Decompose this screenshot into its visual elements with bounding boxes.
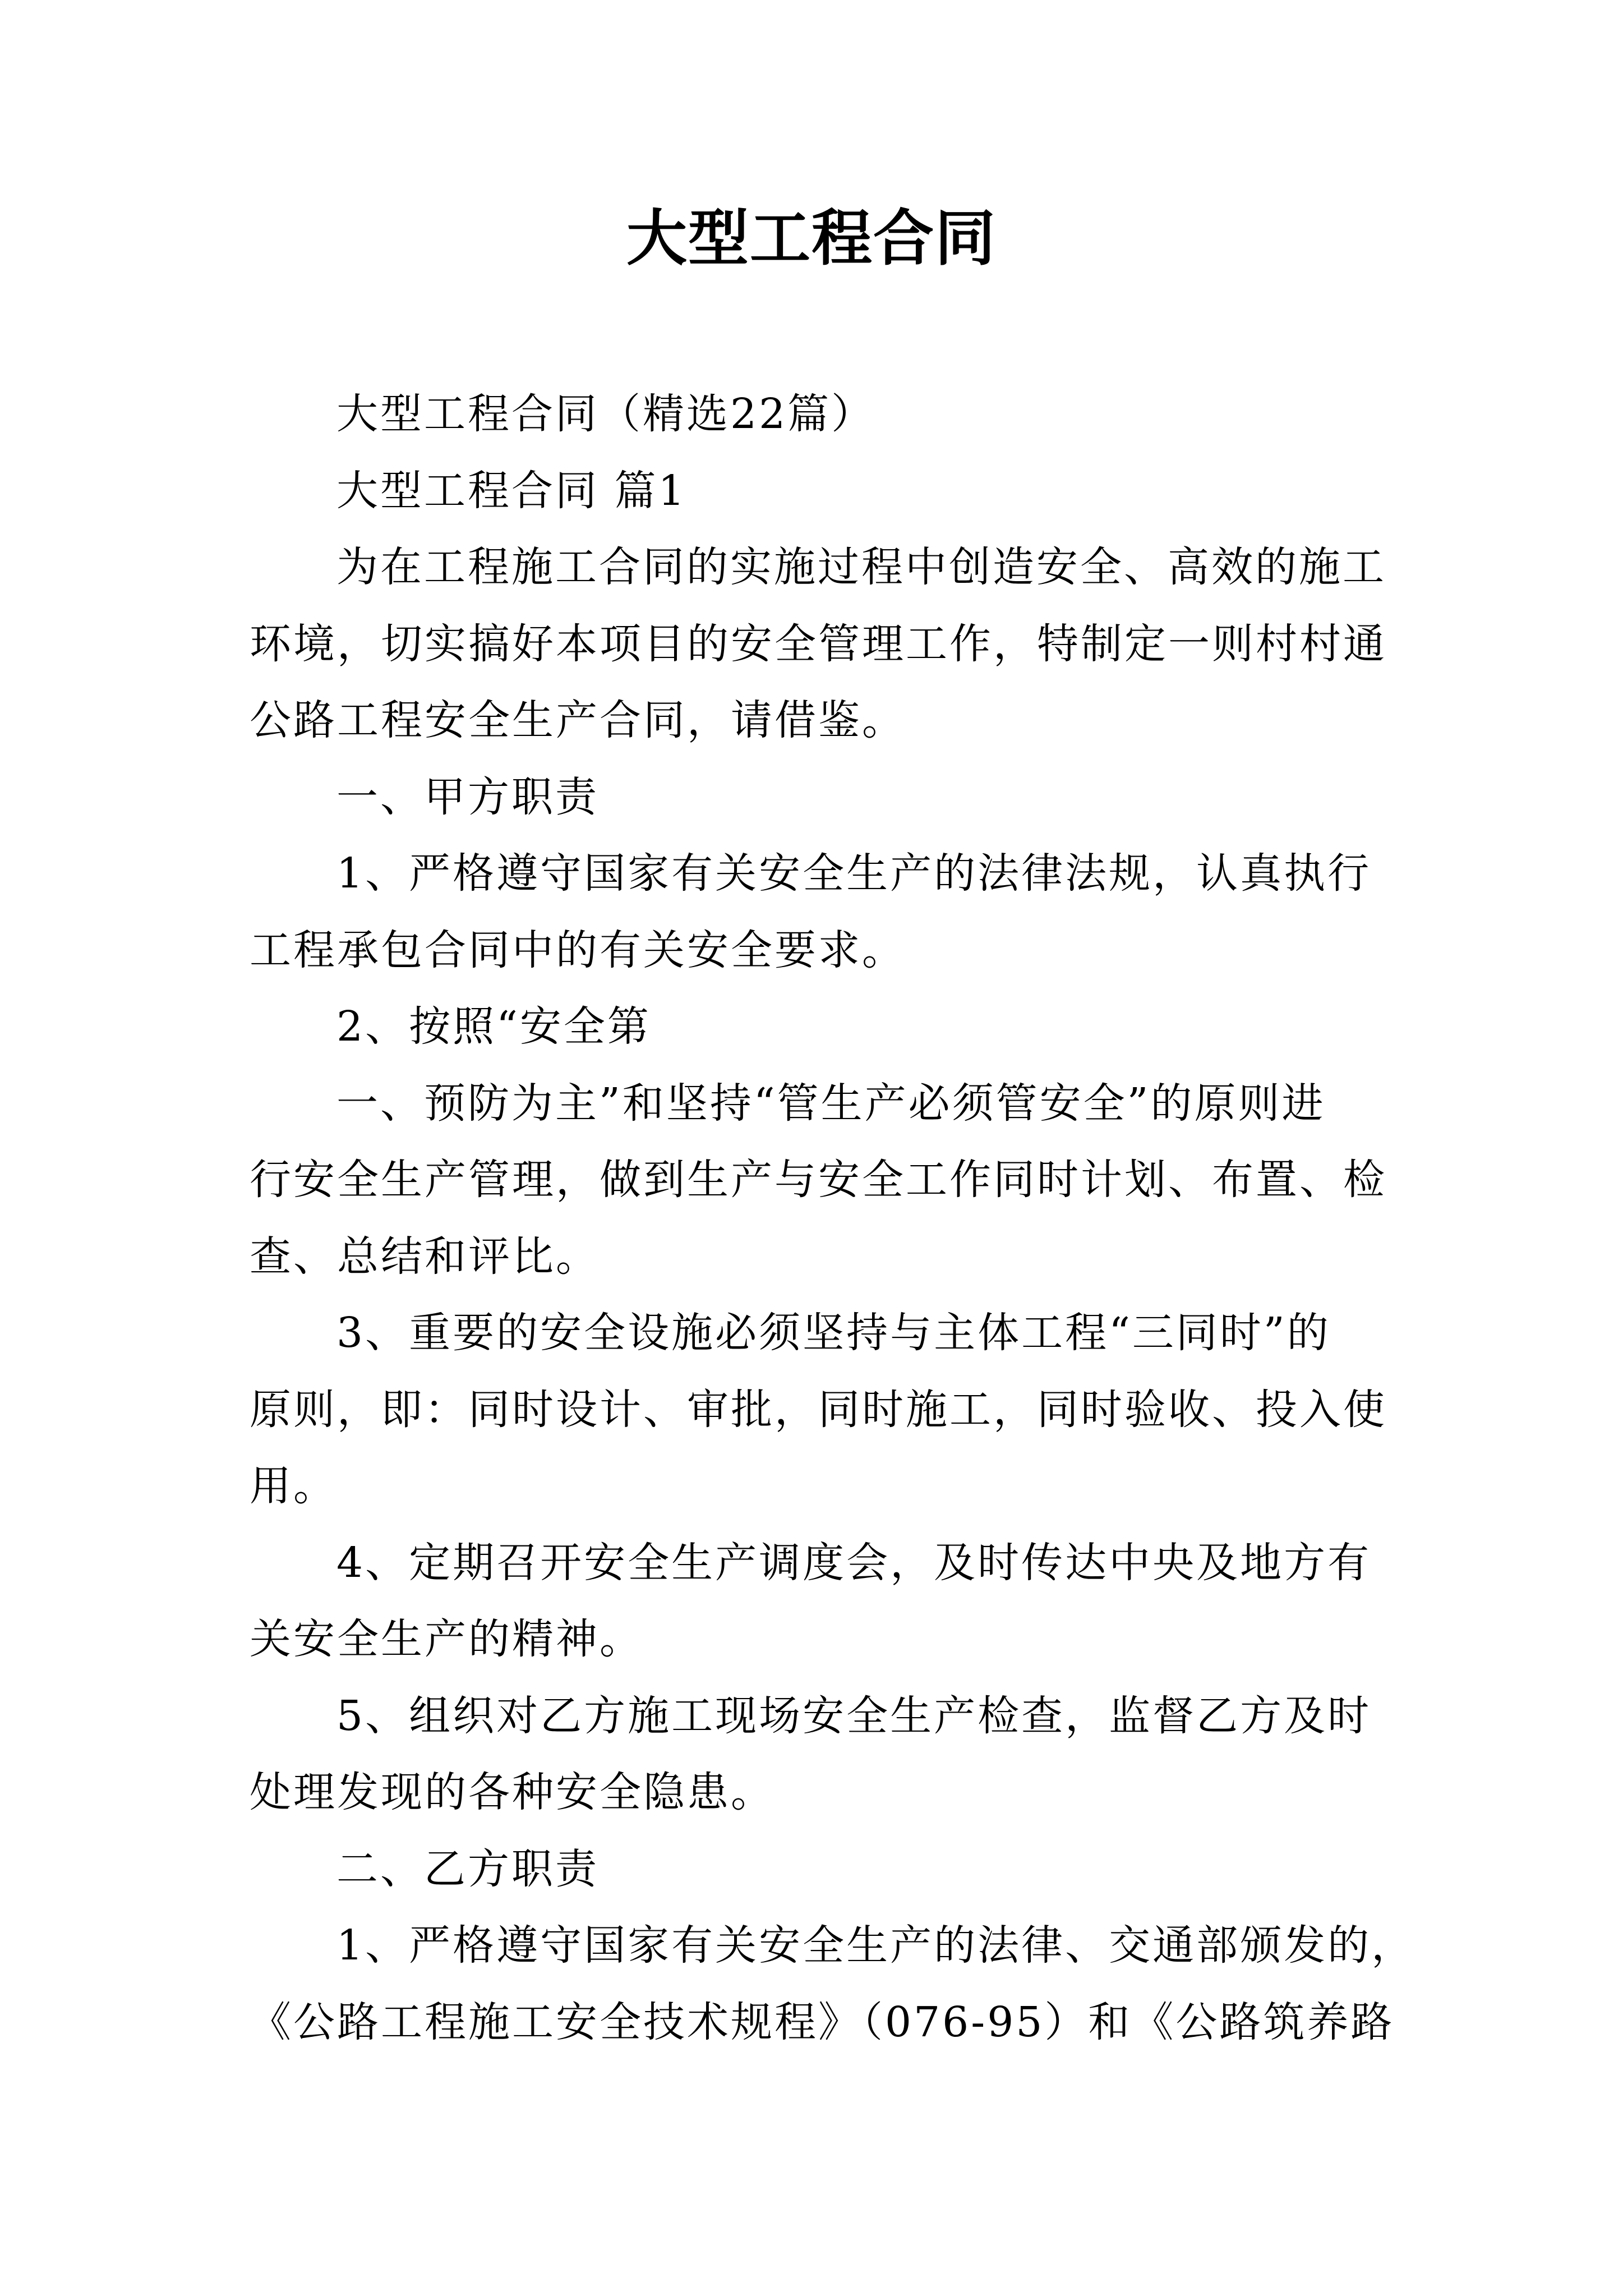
text-line: 2、按照“安全第 <box>336 1002 651 1051</box>
text-line: 1、严格遵守国家有关安全生产的法律、交通部颁发的， <box>336 1921 1415 1970</box>
text-line: 关安全生产的精神。 <box>250 1615 643 1663</box>
text-line: 查、总结和评比。 <box>250 1232 600 1281</box>
text-line: 公路工程安全生产合同，请借鉴。 <box>250 696 906 744</box>
text-line: 为在工程施工合同的实施过程中创造安全、高效的施工 <box>336 543 1386 591</box>
text-line: 原则，即：同时设计、审批，同时施工，同时验收、投入使 <box>250 1385 1387 1434</box>
text-line: 3、重要的安全设施必须坚持与主体工程“三同时”的 <box>336 1309 1331 1357</box>
text-line: 行安全生产管理，做到生产与安全工作同时计划、布置、检 <box>250 1156 1387 1204</box>
text-line: 1、严格遵守国家有关安全生产的法律法规，认真执行 <box>336 849 1372 898</box>
text-line: 一、甲方职责 <box>336 772 599 821</box>
text-line: 一、预防为主”和坚持“管生产必须管安全”的原则进 <box>336 1079 1326 1128</box>
text-line: 5、组织对乙方施工现场安全生产检查，监督乙方及时 <box>336 1691 1372 1740</box>
text-line: 4、定期召开安全生产调度会，及时传达中央及地方有 <box>336 1538 1372 1587</box>
text-line: 环境，切实搞好本项目的安全管理工作，特制定一则村村通 <box>250 619 1387 668</box>
text-line: 大型工程合同 篇1 <box>336 466 687 515</box>
text-line: 《公路工程施工安全技术规程》（076-95）和《公路筑养路 <box>250 1998 1395 2046</box>
document-body <box>250 376 1415 2060</box>
text-line: 大型工程合同（精选22篇） <box>336 390 875 438</box>
text-line: 二、乙方职责 <box>336 1844 599 1893</box>
text-line: 处理发现的各种安全隐患。 <box>250 1768 774 1816</box>
document-title: 大型工程合同 <box>626 203 997 274</box>
text-line: 工程承包合同中的有关安全要求。 <box>250 926 906 974</box>
text-line: 用。 <box>250 1462 337 1510</box>
